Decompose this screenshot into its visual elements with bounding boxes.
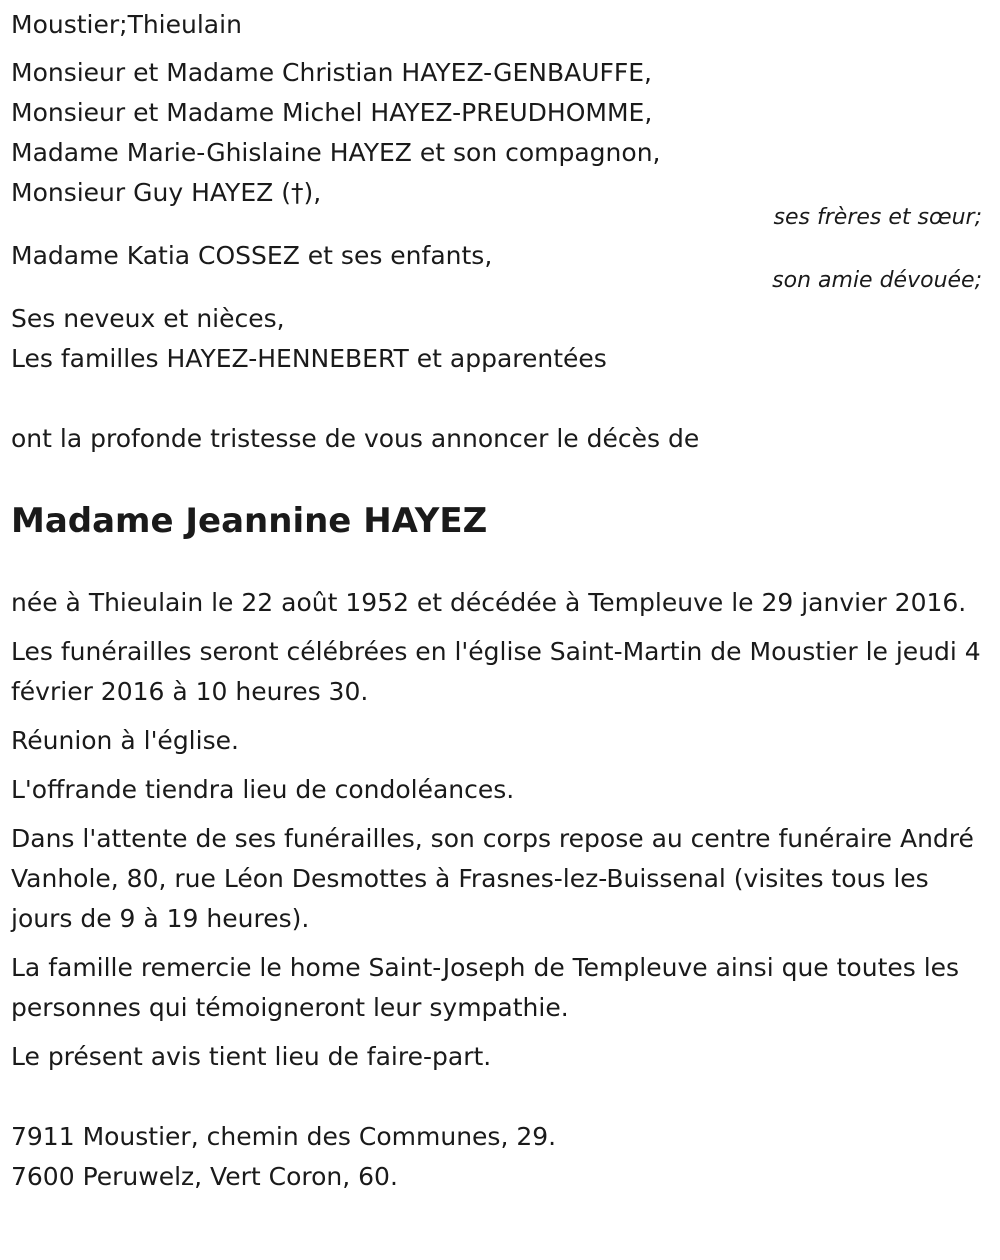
obituary-notice	[11, 5, 991, 1197]
sibling-line: Monsieur et Madame Michel HAYEZ-PREUDHOMME,	[11, 98, 653, 127]
address-line: 7600 Peruwelz, Vert Coron, 60.	[11, 1162, 398, 1191]
notice-paragraph: Le présent avis tient lieu de faire-part.	[11, 1042, 492, 1071]
siblings-list	[11, 53, 991, 213]
others-line: Ses neveux et nièces,	[11, 304, 285, 333]
funeral-paragraph: Les funérailles seront célébrées en l'église Saint-Martin de Moustier le jeudi 4 février 2016 à 10 heures 30.	[11, 637, 981, 706]
meeting-paragraph: Réunion à l'église.	[11, 726, 239, 755]
deceased-name: Madame Jeannine HAYEZ	[11, 501, 488, 541]
address-line: 7911 Moustier, chemin des Communes, 29.	[11, 1122, 557, 1151]
others-list	[11, 299, 991, 379]
sibling-line: Monsieur et Madame Christian HAYEZ-GENBAUFFE,	[11, 58, 653, 87]
location-header: Moustier;Thieulain	[11, 10, 242, 39]
friend-note: son amie dévouée;	[772, 268, 982, 293]
offering-paragraph: L'offrande tiendra lieu de condoléances.	[11, 775, 515, 804]
announcement-text: ont la profonde tristesse de vous annoncer le décès de	[11, 424, 700, 453]
others-line: Les familles HAYEZ-HENNEBERT et apparentées	[11, 344, 607, 373]
thanks-paragraph: La famille remercie le home Saint-Joseph de Templeuve ainsi que toutes les personnes qui témoigneront leur sympathie.	[11, 953, 960, 1022]
funeral-home-paragraph: Dans l'attente de ses funérailles, son corps repose au centre funéraire André Vanhole, 80, rue Léon Desmottes à Frasnes-lez-Buissenal (visites tous les jours de 9 à 19 heures).	[11, 824, 974, 933]
birth-death-paragraph: née à Thieulain le 22 août 1952 et décédée à Templeuve le 29 janvier 2016.	[11, 588, 967, 617]
siblings-note: ses frères et sœur;	[773, 205, 982, 230]
addresses	[11, 1117, 991, 1197]
sibling-line: Monsieur Guy HAYEZ (†),	[11, 178, 322, 207]
sibling-line: Madame Marie-Ghislaine HAYEZ et son compagnon,	[11, 138, 661, 167]
friend-line: Madame Katia COSSEZ et ses enfants,	[11, 241, 493, 270]
